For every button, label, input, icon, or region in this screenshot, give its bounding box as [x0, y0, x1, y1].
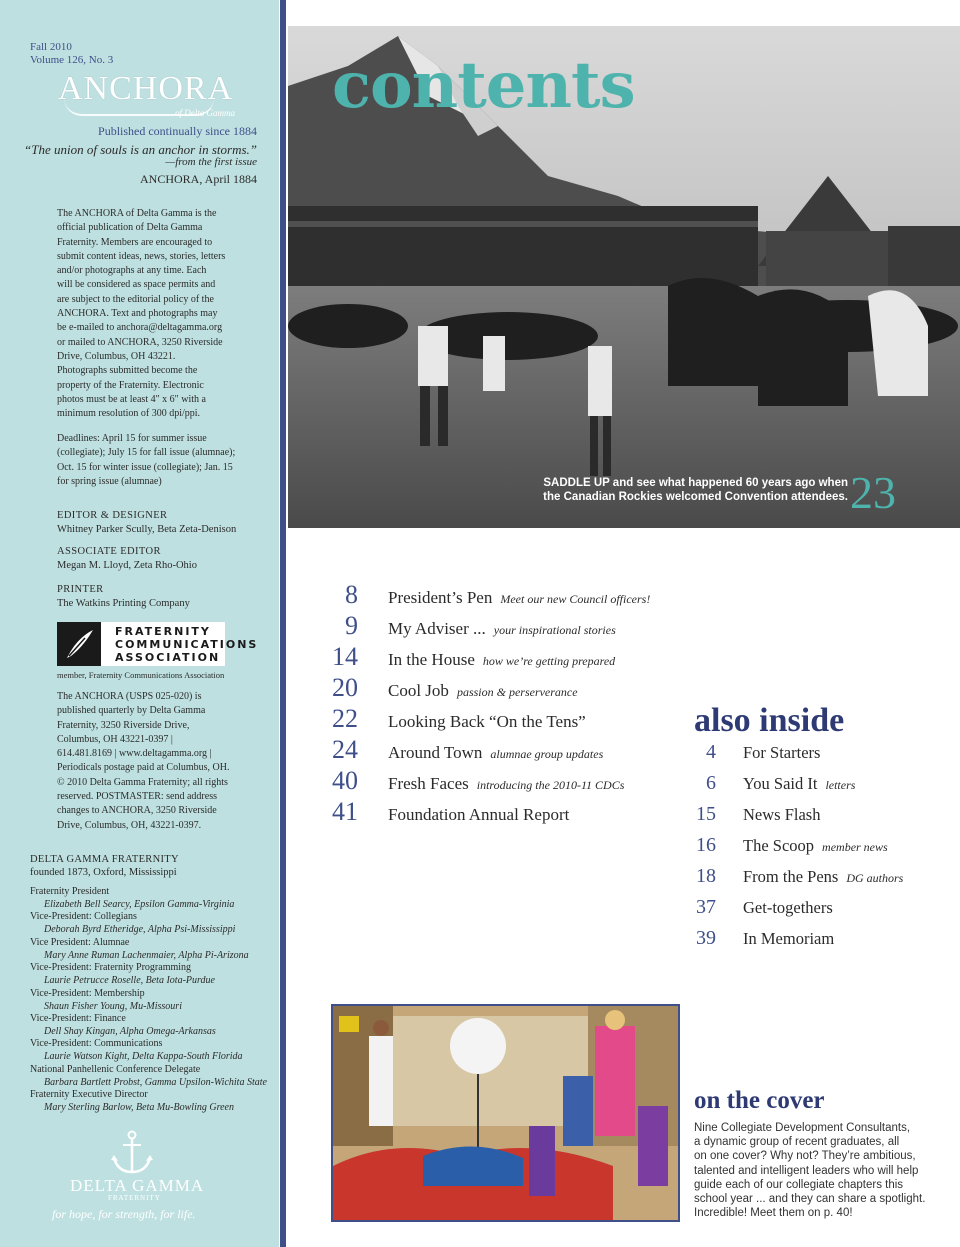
org-founded: founded 1873, Oxford, Mississippi [30, 867, 177, 878]
officer-name: Laurie Watson Kight, Delta Kappa-South Florida [44, 1051, 243, 1062]
also-inside-item[interactable]: News Flash [743, 805, 821, 824]
delta-gamma-motto: for hope, for strength, for life. [52, 1207, 196, 1221]
also-inside-page-number[interactable]: 16 [696, 834, 716, 856]
officer-role: Vice President: Alumnae [30, 937, 130, 948]
issue-volume: Volume 126, No. 3 [30, 54, 114, 66]
officer-name: Elizabeth Bell Searcy, Epsilon Gamma-Virginia [44, 899, 235, 910]
also-inside-page-number[interactable]: 18 [696, 865, 716, 887]
officer-name: Dell Shay Kingan, Alpha Omega-Arkansas [44, 1026, 216, 1037]
issue-season: Fall 2010 [30, 41, 72, 53]
cover-photo [331, 1004, 680, 1222]
also-inside-item[interactable]: The Scoop member news [743, 836, 888, 855]
printer-heading: PRINTER [57, 584, 104, 595]
photo-shoot-image [333, 1006, 678, 1220]
on-the-cover-title: on the cover [694, 1087, 825, 1114]
toc-item[interactable]: Looking Back “On the Tens” [388, 712, 586, 731]
fca-wordmark: FRATERNITY COMMUNICATIONS ASSOCIATION [115, 625, 259, 664]
also-inside-item[interactable]: For Starters [743, 743, 821, 762]
editor-heading: EDITOR & DESIGNER [57, 510, 168, 521]
also-inside-page-number[interactable]: 4 [706, 741, 716, 763]
contents-title: contents [332, 48, 635, 123]
sidebar-divider [280, 0, 286, 1247]
officer-role: Fraternity Executive Director [30, 1089, 148, 1100]
officer-role: Vice-President: Finance [30, 1013, 126, 1024]
quote-source: —from the first issue [165, 156, 257, 168]
officer-name: Barbara Bartlett Probst, Gamma Upsilon-Wichita State [44, 1077, 267, 1088]
also-inside-item[interactable]: From the Pens DG authors [743, 867, 904, 886]
also-inside-title: also inside [694, 702, 845, 739]
toc-item[interactable]: Cool Job passion & perserverance [388, 681, 578, 700]
sidebar [0, 0, 279, 1247]
officer-role: National Panhellenic Conference Delegate [30, 1064, 201, 1075]
fca-member-note: member, Fraternity Communications Association [57, 670, 225, 680]
masthead-word: ANCHORA [58, 70, 234, 107]
toc-item[interactable]: My Adviser ... your inspirational stories [388, 619, 616, 638]
toc-page-number[interactable]: 14 [332, 642, 358, 671]
toc-page-number[interactable]: 22 [332, 704, 358, 733]
toc-page-number[interactable]: 41 [332, 797, 358, 826]
officer-name: Mary Anne Ruman Lachenmaier, Alpha Pi-Arizona [44, 950, 249, 961]
also-inside-page-number[interactable]: 37 [696, 896, 716, 918]
officer-name: Laurie Petrucce Roselle, Beta Iota-Purdue [44, 975, 215, 986]
masthead-sub: of Delta Gamma [175, 108, 235, 118]
published-since: Published continually since 1884 [98, 124, 257, 138]
toc-page-number[interactable]: 8 [345, 580, 358, 609]
toc-page-number[interactable]: 9 [345, 611, 358, 640]
toc-item[interactable]: Around Town alumnae group updates [388, 743, 604, 762]
officer-role: Vice-President: Communications [30, 1038, 163, 1049]
anchora-masthead [58, 70, 263, 126]
also-inside-page-number[interactable]: 15 [696, 803, 716, 825]
cover-description: Nine Collegiate Development Consultants, a dynamic group of recent graduates, all on one cover? Why not? They’re ambitious, talented and intelligent leaders who will help guide each of our collegiate chapters this school year ... and they can share a spotlight. Incredible! Meet them on p. 40! [694, 1122, 926, 1220]
printer-name: The Watkins Printing Company [57, 598, 190, 609]
delta-gamma-wordmark: DELTA GAMMA [70, 1176, 205, 1195]
toc-item[interactable]: President’s Pen Meet our new Council officers! [388, 588, 651, 607]
toc-page-number[interactable]: 24 [332, 735, 358, 764]
toc-item[interactable]: Fresh Faces introducing the 2010-11 CDCs [388, 774, 625, 793]
officer-role: Vice-President: Collegians [30, 911, 137, 922]
about-paragraph: The ANCHORA of Delta Gamma is the official publication of Delta Gamma Fraternity. Members are encouraged to submit content ideas, news, stories, letters and/or photographs at any time. Each will be considered as space permits and are subject to the editorial policy of the ANCHORA. Text and photographs may be e-mailed to anchora@deltagamma.org or mailed to ANCHORA, 3250 Riverside Drive, Columbus, OH 43221. Photographs submitted become the property of the Fraternity. Electronic photos must be at least 4" x 6" with a minimum resolution of 300 dpi/ppi. [57, 208, 226, 420]
editor-name: Whitney Parker Scully, Beta Zeta-Denison [57, 524, 237, 535]
officer-role: Vice-President: Fraternity Programming [30, 962, 192, 973]
also-inside-page-number[interactable]: 39 [696, 927, 716, 949]
delta-gamma-sub: FRATERNITY [108, 1194, 161, 1202]
associate-editor-heading: ASSOCIATE EDITOR [57, 546, 161, 557]
fca-logo [57, 622, 259, 666]
anchora-quote: “The union of souls is an anchor in storms.” [24, 142, 257, 157]
quote-date: ANCHORA, April 1884 [139, 172, 257, 186]
officer-role: Vice-President: Membership [30, 988, 145, 999]
also-inside-item[interactable]: You Said It letters [743, 774, 856, 793]
also-inside-item[interactable]: Get-togethers [743, 898, 833, 917]
hero-caption: SADDLE UP and see what happened 60 years ago when the Canadian Rockies welcomed Convention attendees. [543, 477, 848, 503]
deadlines-paragraph: Deadlines: April 15 for summer issue (collegiate); July 15 for fall issue (alumnae); Oct. 15 for winter issue (collegiate); Jan. 15 for spring issue (alumnae) [57, 433, 236, 487]
postal-paragraph: The ANCHORA (USPS 025-020) is published quarterly by Delta Gamma Fraternity, 3250 Riverside Drive, Columbus, OH 43221-0397 | 614.481.8169 | www.deltagamma.org | Periodicals postage paid at Columbus, OH. © 2010 Delta Gamma Fraternity; all rights reserved. POSTMASTER: send address changes to ANCHORA, 3250 Riverside Drive, Columbus, OH, 43221-0397. [57, 691, 230, 831]
toc-page-number[interactable]: 20 [332, 673, 358, 702]
officer-name: Shaun Fisher Young, Mu-Missouri [44, 1001, 182, 1012]
toc-item[interactable]: Foundation Annual Report [388, 805, 570, 824]
also-inside-page-number[interactable]: 6 [706, 772, 716, 794]
toc-page-number[interactable]: 40 [332, 766, 358, 795]
officer-name: Deborah Byrd Etheridge, Alpha Psi-Mississippi [44, 924, 236, 935]
toc-item[interactable]: In the House how we’re getting prepared [388, 650, 616, 669]
anchor-icon [110, 1130, 154, 1176]
also-inside-item[interactable]: In Memoriam [743, 929, 835, 948]
feather-icon [57, 622, 101, 666]
officer-name: Mary Sterling Barlow, Beta Mu-Bowling Green [44, 1102, 234, 1113]
org-name: DELTA GAMMA FRATERNITY [30, 854, 179, 865]
hero-page-number[interactable]: 23 [850, 467, 896, 518]
associate-editor-name: Megan M. Lloyd, Zeta Rho-Ohio [57, 560, 197, 571]
officer-role: Fraternity President [30, 886, 110, 897]
